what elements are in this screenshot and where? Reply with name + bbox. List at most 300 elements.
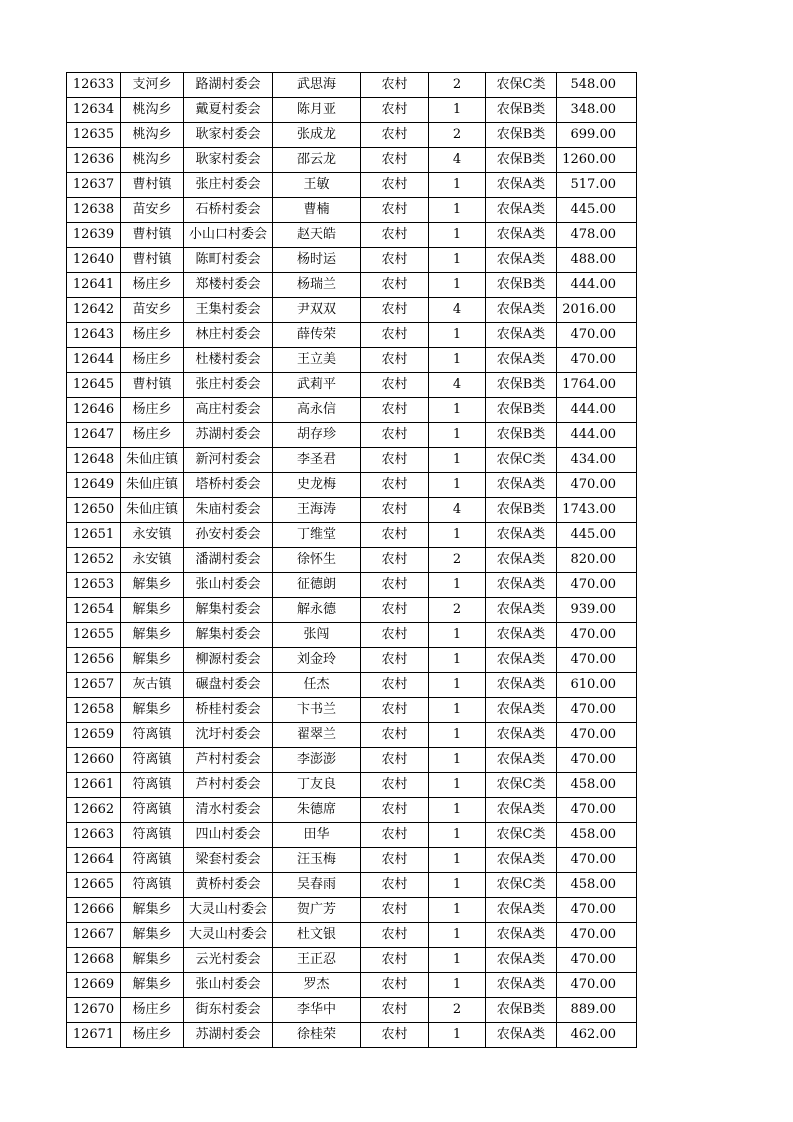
household-type-cell: 农村 xyxy=(361,848,429,873)
serial-number-cell: 12665 xyxy=(67,873,121,898)
table-row xyxy=(67,323,637,348)
household-type-cell: 农村 xyxy=(361,198,429,223)
township-cell: 桃沟乡 xyxy=(121,148,184,173)
household-type-cell: 农村 xyxy=(361,498,429,523)
insurance-category-cell: 农保B类 xyxy=(486,373,557,398)
serial-number-cell: 12652 xyxy=(67,548,121,573)
township-cell: 朱仙庄镇 xyxy=(121,498,184,523)
person-count-cell: 4 xyxy=(429,298,486,323)
village-committee-cell: 碾盘村委会 xyxy=(184,673,273,698)
serial-number-cell: 12650 xyxy=(67,498,121,523)
serial-number-cell: 12633 xyxy=(67,73,121,98)
amount-cell: 1260.00 xyxy=(557,148,637,173)
name-cell: 朱德席 xyxy=(273,798,361,823)
name-cell: 尹双双 xyxy=(273,298,361,323)
table-row xyxy=(67,73,637,98)
insurance-category-cell: 农保A类 xyxy=(486,748,557,773)
township-cell: 符离镇 xyxy=(121,723,184,748)
serial-number-cell: 12670 xyxy=(67,998,121,1023)
person-count-cell: 1 xyxy=(429,448,486,473)
insurance-category-cell: 农保A类 xyxy=(486,848,557,873)
table-row xyxy=(67,823,637,848)
person-count-cell: 2 xyxy=(429,598,486,623)
amount-cell: 470.00 xyxy=(557,648,637,673)
household-type-cell: 农村 xyxy=(361,448,429,473)
serial-number-cell: 12647 xyxy=(67,423,121,448)
township-cell: 解集乡 xyxy=(121,898,184,923)
township-cell: 灰古镇 xyxy=(121,673,184,698)
village-committee-cell: 耿家村委会 xyxy=(184,148,273,173)
household-type-cell: 农村 xyxy=(361,298,429,323)
amount-cell: 610.00 xyxy=(557,673,637,698)
table-row xyxy=(67,148,637,173)
township-cell: 符离镇 xyxy=(121,873,184,898)
insurance-category-cell: 农保C类 xyxy=(486,823,557,848)
township-cell: 解集乡 xyxy=(121,598,184,623)
insurance-category-cell: 农保B类 xyxy=(486,398,557,423)
township-cell: 杨庄乡 xyxy=(121,423,184,448)
name-cell: 吴春雨 xyxy=(273,873,361,898)
amount-cell: 470.00 xyxy=(557,848,637,873)
household-type-cell: 农村 xyxy=(361,623,429,648)
amount-cell: 470.00 xyxy=(557,973,637,998)
insurance-category-cell: 农保A类 xyxy=(486,723,557,748)
amount-cell: 470.00 xyxy=(557,573,637,598)
serial-number-cell: 12649 xyxy=(67,473,121,498)
name-cell: 贺广芳 xyxy=(273,898,361,923)
amount-cell: 470.00 xyxy=(557,348,637,373)
insurance-category-cell: 农保C类 xyxy=(486,773,557,798)
amount-cell: 470.00 xyxy=(557,698,637,723)
insurance-category-cell: 农保A类 xyxy=(486,798,557,823)
name-cell: 王敏 xyxy=(273,173,361,198)
village-committee-cell: 陈町村委会 xyxy=(184,248,273,273)
amount-cell: 458.00 xyxy=(557,873,637,898)
name-cell: 胡存珍 xyxy=(273,423,361,448)
township-cell: 符离镇 xyxy=(121,798,184,823)
household-type-cell: 农村 xyxy=(361,798,429,823)
name-cell: 罗杰 xyxy=(273,973,361,998)
table-row xyxy=(67,348,637,373)
serial-number-cell: 12659 xyxy=(67,723,121,748)
amount-cell: 458.00 xyxy=(557,823,637,848)
household-type-cell: 农村 xyxy=(361,123,429,148)
name-cell: 邵云龙 xyxy=(273,148,361,173)
township-cell: 解集乡 xyxy=(121,648,184,673)
table-row xyxy=(67,748,637,773)
household-type-cell: 农村 xyxy=(361,523,429,548)
amount-cell: 458.00 xyxy=(557,773,637,798)
household-type-cell: 农村 xyxy=(361,323,429,348)
village-committee-cell: 张山村委会 xyxy=(184,573,273,598)
township-cell: 解集乡 xyxy=(121,623,184,648)
table-row xyxy=(67,573,637,598)
table-row xyxy=(67,923,637,948)
table-row xyxy=(67,548,637,573)
village-committee-cell: 解集村委会 xyxy=(184,623,273,648)
township-cell: 解集乡 xyxy=(121,948,184,973)
table-row xyxy=(67,173,637,198)
table-row xyxy=(67,98,637,123)
amount-cell: 470.00 xyxy=(557,948,637,973)
table-row xyxy=(67,798,637,823)
name-cell: 王立美 xyxy=(273,348,361,373)
name-cell: 徐怀生 xyxy=(273,548,361,573)
table-row xyxy=(67,723,637,748)
person-count-cell: 1 xyxy=(429,398,486,423)
person-count-cell: 1 xyxy=(429,223,486,248)
serial-number-cell: 12636 xyxy=(67,148,121,173)
person-count-cell: 1 xyxy=(429,673,486,698)
table-row xyxy=(67,648,637,673)
village-committee-cell: 苏湖村委会 xyxy=(184,1023,273,1048)
household-type-cell: 农村 xyxy=(361,348,429,373)
township-cell: 曹村镇 xyxy=(121,373,184,398)
village-committee-cell: 苏湖村委会 xyxy=(184,423,273,448)
name-cell: 赵天皓 xyxy=(273,223,361,248)
person-count-cell: 1 xyxy=(429,973,486,998)
person-count-cell: 2 xyxy=(429,123,486,148)
amount-cell: 939.00 xyxy=(557,598,637,623)
township-cell: 解集乡 xyxy=(121,573,184,598)
person-count-cell: 2 xyxy=(429,548,486,573)
amount-cell: 517.00 xyxy=(557,173,637,198)
household-type-cell: 农村 xyxy=(361,73,429,98)
table-row xyxy=(67,198,637,223)
table-row xyxy=(67,673,637,698)
township-cell: 桃沟乡 xyxy=(121,123,184,148)
village-committee-cell: 小山口村委会 xyxy=(184,223,273,248)
amount-cell: 470.00 xyxy=(557,623,637,648)
table-row xyxy=(67,623,637,648)
township-cell: 杨庄乡 xyxy=(121,348,184,373)
amount-cell: 2016.00 xyxy=(557,298,637,323)
table-row xyxy=(67,498,637,523)
village-committee-cell: 芦村村委会 xyxy=(184,773,273,798)
name-cell: 丁维堂 xyxy=(273,523,361,548)
insurance-category-cell: 农保B类 xyxy=(486,123,557,148)
records-table-body xyxy=(67,73,637,1048)
serial-number-cell: 12663 xyxy=(67,823,121,848)
serial-number-cell: 12660 xyxy=(67,748,121,773)
household-type-cell: 农村 xyxy=(361,548,429,573)
name-cell: 翟翠兰 xyxy=(273,723,361,748)
insurance-category-cell: 农保A类 xyxy=(486,298,557,323)
village-committee-cell: 耿家村委会 xyxy=(184,123,273,148)
serial-number-cell: 12662 xyxy=(67,798,121,823)
township-cell: 解集乡 xyxy=(121,698,184,723)
township-cell: 符离镇 xyxy=(121,773,184,798)
table-row xyxy=(67,423,637,448)
village-committee-cell: 石桥村委会 xyxy=(184,198,273,223)
serial-number-cell: 12658 xyxy=(67,698,121,723)
insurance-category-cell: 农保A类 xyxy=(486,223,557,248)
village-committee-cell: 潘湖村委会 xyxy=(184,548,273,573)
amount-cell: 548.00 xyxy=(557,73,637,98)
person-count-cell: 1 xyxy=(429,698,486,723)
household-type-cell: 农村 xyxy=(361,723,429,748)
village-committee-cell: 高庄村委会 xyxy=(184,398,273,423)
insurance-category-cell: 农保B类 xyxy=(486,148,557,173)
name-cell: 武思海 xyxy=(273,73,361,98)
name-cell: 杜文银 xyxy=(273,923,361,948)
table-row xyxy=(67,848,637,873)
household-type-cell: 农村 xyxy=(361,773,429,798)
insurance-category-cell: 农保A类 xyxy=(486,548,557,573)
person-count-cell: 1 xyxy=(429,1023,486,1048)
person-count-cell: 1 xyxy=(429,523,486,548)
household-type-cell: 农村 xyxy=(361,698,429,723)
household-type-cell: 农村 xyxy=(361,273,429,298)
table-row xyxy=(67,223,637,248)
person-count-cell: 1 xyxy=(429,248,486,273)
person-count-cell: 1 xyxy=(429,948,486,973)
amount-cell: 478.00 xyxy=(557,223,637,248)
person-count-cell: 1 xyxy=(429,773,486,798)
name-cell: 史龙梅 xyxy=(273,473,361,498)
serial-number-cell: 12664 xyxy=(67,848,121,873)
insurance-category-cell: 农保A类 xyxy=(486,623,557,648)
amount-cell: 462.00 xyxy=(557,1023,637,1048)
insurance-category-cell: 农保A类 xyxy=(486,973,557,998)
insurance-category-cell: 农保A类 xyxy=(486,248,557,273)
table-row xyxy=(67,298,637,323)
household-type-cell: 农村 xyxy=(361,873,429,898)
household-type-cell: 农村 xyxy=(361,148,429,173)
insurance-category-cell: 农保A类 xyxy=(486,1023,557,1048)
table-row xyxy=(67,1023,637,1048)
person-count-cell: 1 xyxy=(429,323,486,348)
township-cell: 解集乡 xyxy=(121,973,184,998)
amount-cell: 488.00 xyxy=(557,248,637,273)
amount-cell: 444.00 xyxy=(557,423,637,448)
village-committee-cell: 清水村委会 xyxy=(184,798,273,823)
village-committee-cell: 林庄村委会 xyxy=(184,323,273,348)
village-committee-cell: 新河村委会 xyxy=(184,448,273,473)
village-committee-cell: 张庄村委会 xyxy=(184,173,273,198)
township-cell: 桃沟乡 xyxy=(121,98,184,123)
name-cell: 徐桂荣 xyxy=(273,1023,361,1048)
household-type-cell: 农村 xyxy=(361,598,429,623)
township-cell: 朱仙庄镇 xyxy=(121,448,184,473)
insurance-category-cell: 农保A类 xyxy=(486,923,557,948)
village-committee-cell: 四山村委会 xyxy=(184,823,273,848)
person-count-cell: 1 xyxy=(429,473,486,498)
amount-cell: 434.00 xyxy=(557,448,637,473)
name-cell: 高永信 xyxy=(273,398,361,423)
insurance-category-cell: 农保A类 xyxy=(486,323,557,348)
name-cell: 张成龙 xyxy=(273,123,361,148)
insurance-category-cell: 农保B类 xyxy=(486,498,557,523)
insurance-category-cell: 农保C类 xyxy=(486,873,557,898)
insurance-category-cell: 农保B类 xyxy=(486,273,557,298)
insurance-category-cell: 农保A类 xyxy=(486,173,557,198)
insurance-category-cell: 农保B类 xyxy=(486,98,557,123)
amount-cell: 444.00 xyxy=(557,273,637,298)
person-count-cell: 4 xyxy=(429,373,486,398)
person-count-cell: 1 xyxy=(429,648,486,673)
name-cell: 陈月亚 xyxy=(273,98,361,123)
household-type-cell: 农村 xyxy=(361,923,429,948)
insurance-category-cell: 农保A类 xyxy=(486,648,557,673)
township-cell: 符离镇 xyxy=(121,848,184,873)
serial-number-cell: 12648 xyxy=(67,448,121,473)
name-cell: 武莉平 xyxy=(273,373,361,398)
name-cell: 解永德 xyxy=(273,598,361,623)
serial-number-cell: 12644 xyxy=(67,348,121,373)
amount-cell: 699.00 xyxy=(557,123,637,148)
person-count-cell: 4 xyxy=(429,148,486,173)
household-type-cell: 农村 xyxy=(361,473,429,498)
person-count-cell: 2 xyxy=(429,998,486,1023)
person-count-cell: 1 xyxy=(429,798,486,823)
village-committee-cell: 张山村委会 xyxy=(184,973,273,998)
township-cell: 杨庄乡 xyxy=(121,1023,184,1048)
serial-number-cell: 12661 xyxy=(67,773,121,798)
township-cell: 符离镇 xyxy=(121,823,184,848)
village-committee-cell: 朱庙村委会 xyxy=(184,498,273,523)
person-count-cell: 1 xyxy=(429,898,486,923)
village-committee-cell: 梁套村委会 xyxy=(184,848,273,873)
township-cell: 支河乡 xyxy=(121,73,184,98)
township-cell: 符离镇 xyxy=(121,748,184,773)
household-type-cell: 农村 xyxy=(361,423,429,448)
serial-number-cell: 12653 xyxy=(67,573,121,598)
serial-number-cell: 12634 xyxy=(67,98,121,123)
household-type-cell: 农村 xyxy=(361,898,429,923)
household-type-cell: 农村 xyxy=(361,648,429,673)
amount-cell: 470.00 xyxy=(557,748,637,773)
insurance-category-cell: 农保A类 xyxy=(486,573,557,598)
name-cell: 丁友良 xyxy=(273,773,361,798)
table-row xyxy=(67,373,637,398)
name-cell: 李华中 xyxy=(273,998,361,1023)
name-cell: 杨时运 xyxy=(273,248,361,273)
person-count-cell: 2 xyxy=(429,73,486,98)
person-count-cell: 1 xyxy=(429,848,486,873)
household-type-cell: 农村 xyxy=(361,823,429,848)
village-committee-cell: 芦村村委会 xyxy=(184,748,273,773)
village-committee-cell: 云光村委会 xyxy=(184,948,273,973)
township-cell: 解集乡 xyxy=(121,923,184,948)
name-cell: 张闯 xyxy=(273,623,361,648)
village-committee-cell: 郑楼村委会 xyxy=(184,273,273,298)
amount-cell: 470.00 xyxy=(557,798,637,823)
table-row xyxy=(67,473,637,498)
household-type-cell: 农村 xyxy=(361,948,429,973)
insurance-category-cell: 农保A类 xyxy=(486,948,557,973)
township-cell: 曹村镇 xyxy=(121,223,184,248)
household-type-cell: 农村 xyxy=(361,1023,429,1048)
person-count-cell: 4 xyxy=(429,498,486,523)
serial-number-cell: 12640 xyxy=(67,248,121,273)
household-type-cell: 农村 xyxy=(361,998,429,1023)
name-cell: 王正忍 xyxy=(273,948,361,973)
person-count-cell: 1 xyxy=(429,873,486,898)
serial-number-cell: 12656 xyxy=(67,648,121,673)
table-row xyxy=(67,398,637,423)
household-type-cell: 农村 xyxy=(361,373,429,398)
name-cell: 任杰 xyxy=(273,673,361,698)
amount-cell: 470.00 xyxy=(557,898,637,923)
amount-cell: 348.00 xyxy=(557,98,637,123)
table-row xyxy=(67,948,637,973)
household-type-cell: 农村 xyxy=(361,973,429,998)
household-type-cell: 农村 xyxy=(361,748,429,773)
insurance-category-cell: 农保B类 xyxy=(486,423,557,448)
person-count-cell: 1 xyxy=(429,923,486,948)
township-cell: 苗安乡 xyxy=(121,198,184,223)
person-count-cell: 1 xyxy=(429,198,486,223)
insurance-category-cell: 农保A类 xyxy=(486,198,557,223)
serial-number-cell: 12654 xyxy=(67,598,121,623)
township-cell: 曹村镇 xyxy=(121,248,184,273)
name-cell: 曹楠 xyxy=(273,198,361,223)
village-committee-cell: 孙安村委会 xyxy=(184,523,273,548)
name-cell: 征德朗 xyxy=(273,573,361,598)
name-cell: 李圣君 xyxy=(273,448,361,473)
table-row xyxy=(67,248,637,273)
insurance-category-cell: 农保A类 xyxy=(486,598,557,623)
name-cell: 田华 xyxy=(273,823,361,848)
village-committee-cell: 黄桥村委会 xyxy=(184,873,273,898)
village-committee-cell: 戴夏村委会 xyxy=(184,98,273,123)
serial-number-cell: 12651 xyxy=(67,523,121,548)
village-committee-cell: 路湖村委会 xyxy=(184,73,273,98)
table-row xyxy=(67,773,637,798)
village-committee-cell: 张庄村委会 xyxy=(184,373,273,398)
household-type-cell: 农村 xyxy=(361,573,429,598)
insurance-category-cell: 农保A类 xyxy=(486,523,557,548)
insurance-category-cell: 农保A类 xyxy=(486,673,557,698)
table-row xyxy=(67,998,637,1023)
household-type-cell: 农村 xyxy=(361,173,429,198)
village-committee-cell: 杜楼村委会 xyxy=(184,348,273,373)
table-row xyxy=(67,873,637,898)
serial-number-cell: 12669 xyxy=(67,973,121,998)
amount-cell: 889.00 xyxy=(557,998,637,1023)
table-row xyxy=(67,698,637,723)
insurance-category-cell: 农保A类 xyxy=(486,898,557,923)
township-cell: 永安镇 xyxy=(121,548,184,573)
serial-number-cell: 12639 xyxy=(67,223,121,248)
township-cell: 朱仙庄镇 xyxy=(121,473,184,498)
village-committee-cell: 塔桥村委会 xyxy=(184,473,273,498)
serial-number-cell: 12668 xyxy=(67,948,121,973)
amount-cell: 445.00 xyxy=(557,198,637,223)
serial-number-cell: 12643 xyxy=(67,323,121,348)
village-committee-cell: 柳源村委会 xyxy=(184,648,273,673)
township-cell: 杨庄乡 xyxy=(121,998,184,1023)
household-type-cell: 农村 xyxy=(361,673,429,698)
serial-number-cell: 12671 xyxy=(67,1023,121,1048)
amount-cell: 1743.00 xyxy=(557,498,637,523)
serial-number-cell: 12637 xyxy=(67,173,121,198)
serial-number-cell: 12642 xyxy=(67,298,121,323)
household-type-cell: 农村 xyxy=(361,398,429,423)
serial-number-cell: 12667 xyxy=(67,923,121,948)
township-cell: 杨庄乡 xyxy=(121,323,184,348)
township-cell: 永安镇 xyxy=(121,523,184,548)
serial-number-cell: 12666 xyxy=(67,898,121,923)
serial-number-cell: 12641 xyxy=(67,273,121,298)
insurance-category-cell: 农保B类 xyxy=(486,998,557,1023)
table-row xyxy=(67,973,637,998)
village-committee-cell: 大灵山村委会 xyxy=(184,923,273,948)
table-row xyxy=(67,523,637,548)
person-count-cell: 1 xyxy=(429,723,486,748)
serial-number-cell: 12635 xyxy=(67,123,121,148)
